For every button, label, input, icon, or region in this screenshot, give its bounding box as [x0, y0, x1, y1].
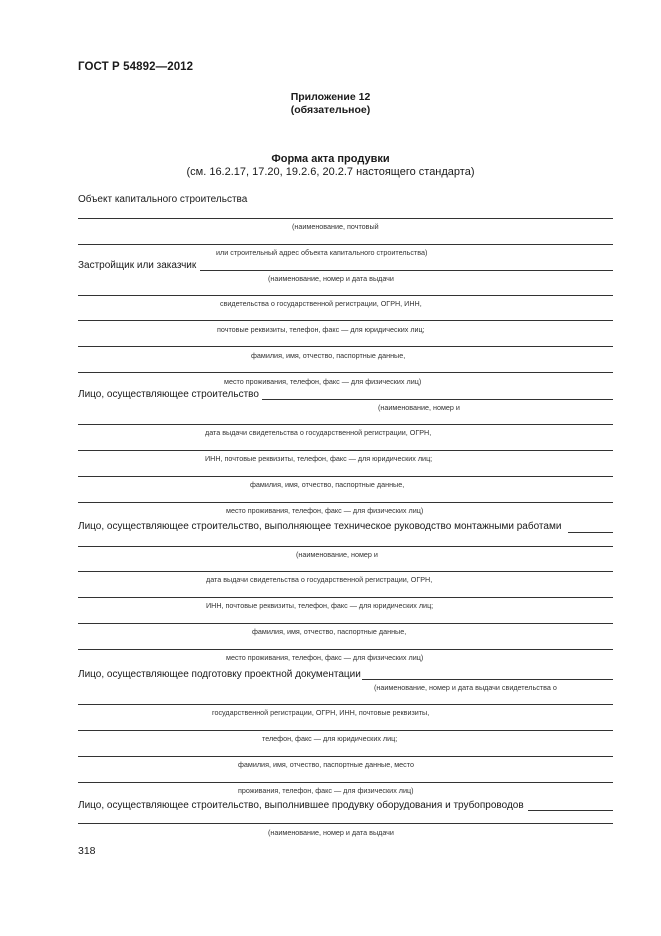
field-line-tech-4[interactable] [78, 597, 613, 598]
field-line-object-1[interactable] [78, 218, 613, 219]
label-developer: Застройщик или заказчик [78, 260, 197, 271]
caption-tech-2: дата выдачи свидетельства о государственной регистрации, ОГРН, [206, 575, 433, 584]
field-line-designer-2[interactable] [78, 704, 613, 705]
caption-tech-3: ИНН, почтовые реквизиты, телефон, факс — для юридических лиц; [206, 601, 434, 610]
label-purger: Лицо, осуществляющее строительство, выполнившее продувку оборудования и трубопроводов [78, 800, 524, 811]
standard-code: ГОСТ Р 54892—2012 [78, 61, 194, 73]
caption-designer-4: фамилия, имя, отчество, паспортные данные, место [238, 760, 414, 769]
caption-designer-2: государственной регистрации, ОГРН, ИНН, почтовые реквизиты, [212, 708, 430, 717]
appendix-title: Приложение 12 [290, 91, 371, 103]
caption-object-1: (наименование, почтовый [292, 222, 379, 231]
caption-developer-2: свидетельства о государственной регистрации, ОГРН, ИНН, [220, 299, 422, 308]
field-line-developer-1[interactable] [200, 270, 613, 271]
field-line-tech-6[interactable] [78, 649, 613, 650]
caption-designer-3: телефон, факс — для юридических лиц; [262, 734, 398, 743]
field-line-developer-3[interactable] [78, 320, 613, 321]
field-line-builder-2[interactable] [78, 424, 613, 425]
caption-builder-2: дата выдачи свидетельства о государственной регистрации, ОГРН, [205, 428, 432, 437]
label-builder: Лицо, осуществляющее строительство [78, 389, 259, 400]
field-line-builder-1[interactable] [262, 399, 613, 400]
caption-tech-5: место проживания, телефон, факс — для физических лиц) [226, 653, 424, 662]
field-line-tech-2[interactable] [78, 546, 613, 547]
field-line-designer-4[interactable] [78, 756, 613, 757]
caption-developer-3: почтовые реквизиты, телефон, факс — для юридических лиц; [217, 325, 425, 334]
field-line-designer-5[interactable] [78, 782, 613, 783]
field-line-builder-4[interactable] [78, 476, 613, 477]
field-line-builder-5[interactable] [78, 502, 613, 503]
field-line-designer-1[interactable] [362, 679, 613, 680]
caption-designer-1: (наименование, номер и дата выдачи свидетельства о [374, 683, 557, 692]
caption-builder-4: фамилия, имя, отчество, паспортные данные, [250, 480, 405, 489]
field-line-tech-1[interactable] [568, 532, 613, 533]
field-line-tech-5[interactable] [78, 623, 613, 624]
field-line-developer-5[interactable] [78, 372, 613, 373]
field-line-designer-3[interactable] [78, 730, 613, 731]
caption-object-2: или строительный адрес объекта капитального строительства) [216, 248, 428, 257]
label-designer: Лицо, осуществляющее подготовку проектной документации [78, 669, 361, 680]
caption-tech-4: фамилия, имя, отчество, паспортные данные, [252, 627, 407, 636]
caption-developer-4: фамилия, имя, отчество, паспортные данные, [251, 351, 406, 360]
form-title: Форма акта продувки [271, 153, 390, 165]
page-number: 318 [78, 845, 96, 857]
field-line-builder-3[interactable] [78, 450, 613, 451]
field-line-purger-2[interactable] [78, 823, 613, 824]
label-object: Объект капитального строительства [78, 194, 248, 205]
caption-purger-1: (наименование, номер и дата выдачи [268, 828, 394, 837]
caption-developer-1: (наименование, номер и дата выдачи [268, 274, 394, 283]
label-tech-supervisor: Лицо, осуществляющее строительство, выполняющее техническое руководство монтажными работами [78, 521, 562, 532]
field-line-object-2[interactable] [78, 244, 613, 245]
caption-builder-1: (наименование, номер и [378, 403, 460, 412]
caption-designer-5: проживания, телефон, факс — для физических лиц) [238, 786, 414, 795]
form-subtitle: (см. 16.2.17, 17.20, 19.2.6, 20.2.7 настоящего стандарта) [186, 166, 475, 178]
field-line-developer-2[interactable] [78, 295, 613, 296]
caption-tech-1: (наименование, номер и [296, 550, 378, 559]
appendix-subtitle: (обязательное) [290, 104, 371, 116]
field-line-purger-1[interactable] [528, 810, 613, 811]
caption-developer-5: место проживания, телефон, факс — для физических лиц) [224, 377, 422, 386]
caption-builder-3: ИНН, почтовые реквизиты, телефон, факс — для юридических лиц; [205, 454, 433, 463]
caption-builder-5: место проживания, телефон, факс — для физических лиц) [226, 506, 424, 515]
field-line-tech-3[interactable] [78, 571, 613, 572]
field-line-developer-4[interactable] [78, 346, 613, 347]
